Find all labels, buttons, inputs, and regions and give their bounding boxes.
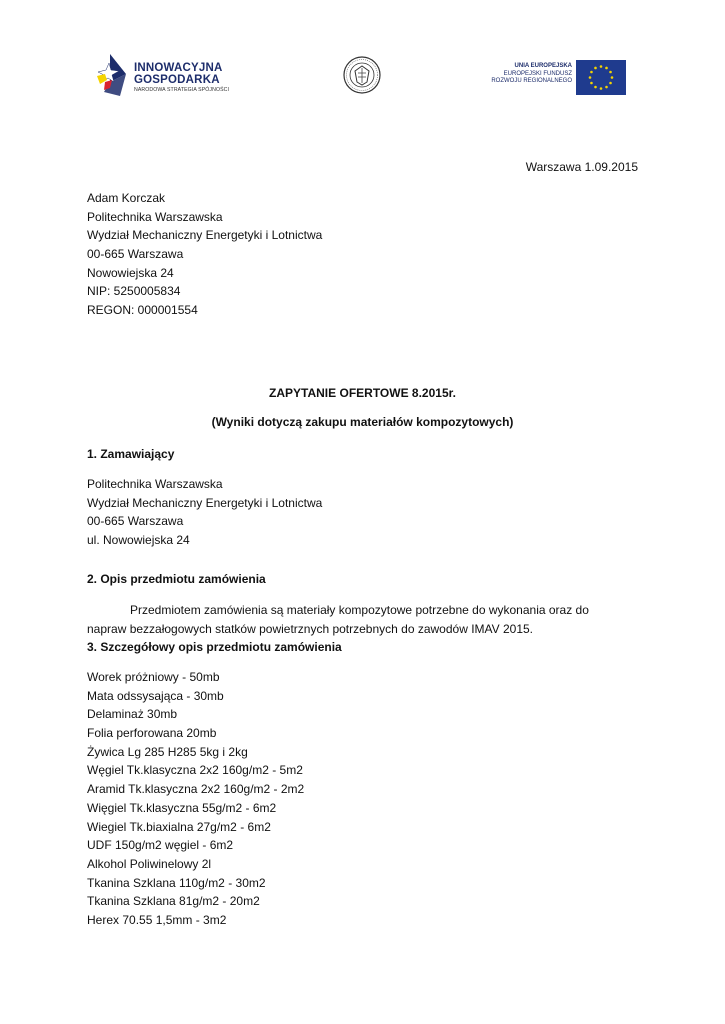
logo-line-1: INNOWACYJNA (134, 62, 223, 74)
logo-line-3: NARODOWA STRATEGIA SPÓJNOŚCI (134, 87, 230, 93)
list-item: Mata odssysająca - 30mb (87, 688, 224, 703)
sender-line: 00-665 Warszawa (87, 247, 184, 262)
eu-line-1: UNIA EUROPEJSKA (514, 63, 572, 69)
list-item: Żywica Lg 285 H285 5kg i 2kg (87, 744, 248, 759)
list-item: Alkohol Poliwinelowy 2l (87, 856, 212, 871)
contracting-party-line: 00-665 Warszawa (87, 514, 184, 529)
eu-star-icon (600, 87, 603, 90)
sender-line: NIP: 5250005834 (87, 284, 181, 299)
eu-star-icon (609, 71, 612, 74)
university-seal-logo (343, 56, 381, 94)
list-item: Węgiel Tk.klasyczna 2x2 160g/m2 - 5m2 (87, 763, 303, 778)
eu-star-icon (609, 82, 612, 85)
list-item: Herex 70.55 1,5mm - 3m2 (87, 912, 227, 927)
sender-line: REGON: 000001554 (87, 303, 198, 318)
eu-star-icon (594, 86, 597, 89)
document-subtitle: (Wyniki dotyczą zakupu materiałów kompozytowych) (211, 415, 514, 429)
contracting-party-line: ul. Nowowiejska 24 (87, 533, 190, 548)
eu-line-2: EUROPEJSKI FUNDUSZ (503, 70, 572, 77)
eu-star-icon (600, 65, 603, 68)
list-item: Wiegiel Tk.biaxialna 27g/m2 - 6m2 (87, 819, 271, 834)
innowacyjna-gospodarka-logo (96, 52, 246, 98)
sender-line: Nowowiejska 24 (87, 265, 174, 280)
eu-star-icon (594, 67, 597, 70)
list-item: Więgiel Tk.klasyczna 55g/m2 - 6m2 (87, 800, 277, 815)
logo-line-2: GOSPODARKA (134, 74, 220, 86)
paragraph-line: napraw bezzałogowych statków powietrznych potrzebnych do zawodów IMAV 2015. (87, 622, 534, 636)
sender-line: Politechnika Warszawska (87, 209, 223, 224)
list-item: Folia perforowana 20mb (87, 726, 217, 741)
list-item: Aramid Tk.klasyczna 2x2 160g/m2 - 2m2 (87, 782, 305, 797)
list-item: Worek próżniowy - 50mb (87, 670, 220, 684)
star-arrow-icon (96, 52, 132, 98)
section-3-heading: 3. Szczegółowy opis przedmiotu zamówienia (87, 640, 342, 654)
contracting-party-block (87, 475, 322, 550)
eu-flag-icon (576, 60, 626, 95)
sender-address-block (87, 189, 322, 320)
section-1-heading: 1. Zamawiający (87, 447, 175, 461)
eu-star-icon (590, 71, 593, 74)
list-item: Delaminaż 30mb (87, 707, 178, 722)
sender-line: Adam Korczak (87, 191, 166, 205)
document-title: ZAPYTANIE OFERTOWE 8.2015r. (269, 386, 456, 400)
document-date: Warszawa 1.09.2015 (525, 160, 638, 174)
sender-line: Wydział Mechaniczny Energetyki i Lotnictwa (87, 228, 323, 243)
paragraph-line: Przedmiotem zamówienia są materiały kompozytowe potrzebne do wykonania oraz do (130, 603, 589, 617)
contracting-party-line: Wydział Mechaniczny Energetyki i Lotnictwa (87, 495, 323, 510)
list-item: Tkanina Szklana 110g/m2 - 30m2 (87, 875, 266, 890)
eu-star-icon (590, 82, 593, 85)
eu-star-icon (589, 76, 592, 79)
eu-star-icon (605, 86, 608, 89)
eu-fund-logo (476, 60, 628, 96)
section-2-paragraph (87, 601, 647, 639)
eu-star-icon (605, 67, 608, 70)
list-item: Tkanina Szklana 81g/m2 - 20m2 (87, 894, 260, 909)
eu-star-icon (611, 76, 614, 79)
materials-list (87, 668, 304, 930)
eu-line-3: ROZWOJU REGIONALNEGO (491, 78, 572, 84)
list-item: UDF 150g/m2 węgiel - 6m2 (87, 838, 234, 853)
contracting-party-line: Politechnika Warszawska (87, 477, 223, 491)
section-2-heading: 2. Opis przedmiotu zamówienia (87, 572, 266, 586)
